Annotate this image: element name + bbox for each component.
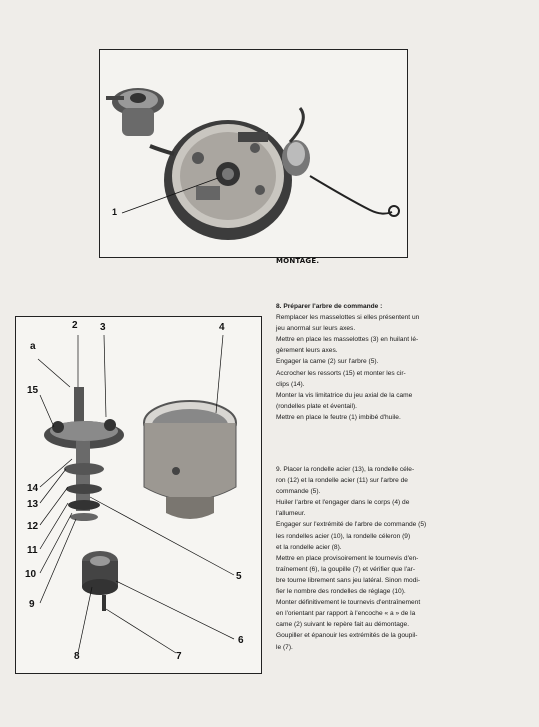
- step-9-line: le (7).: [276, 643, 293, 651]
- step-9-text: [276, 464, 500, 653]
- step-8-heading: 8. Préparer l'arbre de commande :: [276, 303, 383, 310]
- callout-6: 6: [238, 635, 244, 646]
- step-9-line: Goupiller et épanouir les extrémités de la goupil-: [276, 632, 418, 640]
- callout-3: 3: [100, 322, 106, 333]
- step-8-line: Accrocher les ressorts (15) et monter les cir-: [276, 369, 406, 377]
- callout-12: 12: [27, 521, 39, 532]
- callout-2: 2: [72, 320, 78, 331]
- step-9-line: came (2) suivant le repère fait au démontage.: [276, 621, 410, 629]
- callout-7: 7: [176, 651, 182, 662]
- step-9-line: 9. Placer la rondelle acier (13), la rondelle céle-: [276, 466, 415, 473]
- step-8-line: (rondelles plate et éventail).: [276, 402, 358, 410]
- callout-1: 1: [112, 207, 118, 217]
- figure-caption: MONTAGE.: [276, 257, 320, 265]
- callout-10: 10: [25, 569, 37, 580]
- step-9-line: et la rondelle acier (8).: [276, 543, 342, 551]
- callout-8: 8: [74, 651, 80, 662]
- callout-15: 15: [27, 385, 39, 396]
- callout-13: 13: [27, 499, 39, 510]
- step-9-line: fier le nombre des rondelles de réglage (10).: [276, 588, 406, 596]
- step-9-line: ron (12) et la rondelle acier (11) sur l'arbre de: [276, 477, 408, 485]
- step-8-line: Mettre en place les masselottes (3) en huilant lé-: [276, 336, 419, 344]
- step-8-line: clips (14).: [276, 380, 305, 388]
- callout-5: 5: [236, 571, 242, 582]
- step-9-line: bre tourne librement sans jeu latéral. Sinon modi-: [276, 576, 421, 584]
- callout-11: 11: [27, 545, 38, 556]
- step-9-line: traînement (6), la goupille (7) et vérifier que l'ar-: [276, 565, 416, 573]
- step-8-line: Remplacer les masselottes si elles présentent un: [276, 314, 420, 322]
- distributor-assembly-illustration: [100, 50, 407, 257]
- drive-shaft-exploded-illustration: [16, 317, 261, 673]
- step-8-line: Engager la came (2) sur l'arbre (5).: [276, 358, 379, 366]
- step-9-line: Huiler l'arbre et l'engager dans le corps (4) de: [276, 499, 410, 507]
- step-8-line: Monter la vis limitatrice du jeu axial de la came: [276, 391, 413, 399]
- step-9-line: l'allumeur.: [276, 510, 306, 518]
- callout-9: 9: [29, 599, 35, 610]
- step-9-line: commande (5).: [276, 488, 321, 496]
- step-8-line: Mettre en place le feutre (1) imbibé d'huile.: [276, 413, 401, 421]
- step-9-line: Mettre en place provisoirement le tournevis d'en-: [276, 554, 419, 562]
- callout-a: a: [30, 341, 36, 352]
- step-9-line: les rondelles acier (10), la rondelle céleron (9): [276, 532, 411, 540]
- step-8-line: gèrement leurs axes.: [276, 347, 338, 355]
- step-8-line: jeu anormal sur leurs axes.: [276, 325, 356, 333]
- step-9-line: en l'orientant par rapport à l'encoche « a » de la: [276, 610, 416, 618]
- step-8-text: [276, 301, 500, 423]
- callout-4: 4: [219, 322, 225, 333]
- step-9-line: Monter définitivement le tournevis d'entraînement: [276, 599, 421, 607]
- step-9-line: Engager sur l'extrémité de l'arbre de commande (5): [276, 521, 427, 529]
- exploded-view-photo: [15, 316, 262, 674]
- callout-14: 14: [27, 483, 39, 494]
- assembly-photo: [99, 49, 408, 258]
